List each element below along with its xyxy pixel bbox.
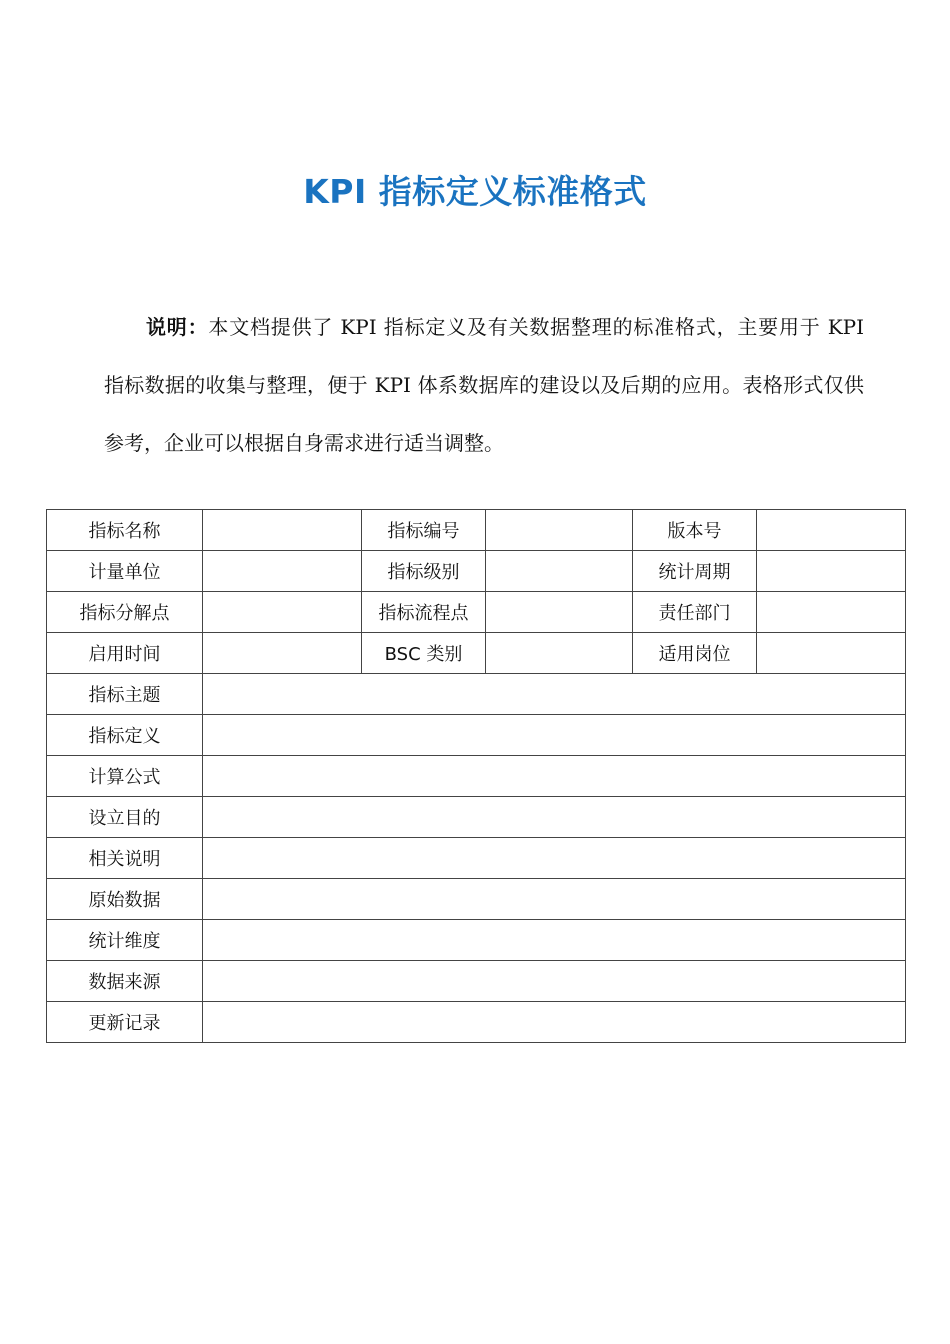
value-cell[interactable]	[203, 633, 362, 674]
value-cell[interactable]	[203, 592, 362, 633]
value-cell[interactable]	[486, 551, 633, 592]
value-cell[interactable]	[203, 510, 362, 551]
label-cell: 启用时间	[47, 633, 203, 674]
intro-lead: 说明：	[146, 315, 209, 339]
label-cell: 计算公式	[47, 756, 203, 797]
page-title: KPI 指标定义标准格式	[303, 172, 647, 211]
label-cell: 设立目的	[47, 797, 203, 838]
table-row	[47, 879, 906, 920]
kpi-definition-table	[46, 509, 906, 1043]
value-cell[interactable]	[203, 961, 906, 1002]
label-cell: 指标主题	[47, 674, 203, 715]
label-cell: 统计维度	[47, 920, 203, 961]
table-row	[47, 551, 906, 592]
table-row	[47, 633, 906, 674]
value-cell[interactable]	[203, 674, 906, 715]
value-cell[interactable]	[486, 592, 633, 633]
value-cell[interactable]	[757, 633, 906, 674]
table-row	[47, 756, 906, 797]
label-cell: 更新记录	[47, 1002, 203, 1043]
intro-body: 本文档提供了 KPI 指标定义及有关数据整理的标准格式，主要用于 KPI 指标数据的收集与整理，便于 KPI 体系数据库的建设以及后期的应用。表格形式仅供参考，企业可以根据自身需求进行适当调整。	[104, 315, 865, 455]
value-cell[interactable]	[203, 715, 906, 756]
label-cell: 统计周期	[633, 551, 757, 592]
table-row	[47, 920, 906, 961]
value-cell[interactable]	[203, 797, 906, 838]
value-cell[interactable]	[757, 510, 906, 551]
label-cell: 相关说明	[47, 838, 203, 879]
table-row	[47, 510, 906, 551]
label-cell: 指标定义	[47, 715, 203, 756]
table-row	[47, 797, 906, 838]
table-row	[47, 674, 906, 715]
label-cell: 版本号	[633, 510, 757, 551]
label-cell: 指标分解点	[47, 592, 203, 633]
value-cell[interactable]	[203, 551, 362, 592]
value-cell[interactable]	[757, 592, 906, 633]
label-cell: 计量单位	[47, 551, 203, 592]
value-cell[interactable]	[203, 920, 906, 961]
table-row	[47, 1002, 906, 1043]
table-row	[47, 838, 906, 879]
label-cell: 指标名称	[47, 510, 203, 551]
label-cell: 指标级别	[362, 551, 486, 592]
label-cell: 责任部门	[633, 592, 757, 633]
label-cell: 数据来源	[47, 961, 203, 1002]
label-cell: 适用岗位	[633, 633, 757, 674]
label-cell: BSC 类别	[362, 633, 486, 674]
label-cell: 指标流程点	[362, 592, 486, 633]
table-row	[47, 715, 906, 756]
value-cell[interactable]	[203, 838, 906, 879]
value-cell[interactable]	[757, 551, 906, 592]
label-cell: 指标编号	[362, 510, 486, 551]
value-cell[interactable]	[203, 756, 906, 797]
table-row	[47, 592, 906, 633]
intro-paragraph	[104, 298, 864, 472]
value-cell[interactable]	[486, 510, 633, 551]
value-cell[interactable]	[486, 633, 633, 674]
table-row	[47, 961, 906, 1002]
value-cell[interactable]	[203, 879, 906, 920]
value-cell[interactable]	[203, 1002, 906, 1043]
label-cell: 原始数据	[47, 879, 203, 920]
